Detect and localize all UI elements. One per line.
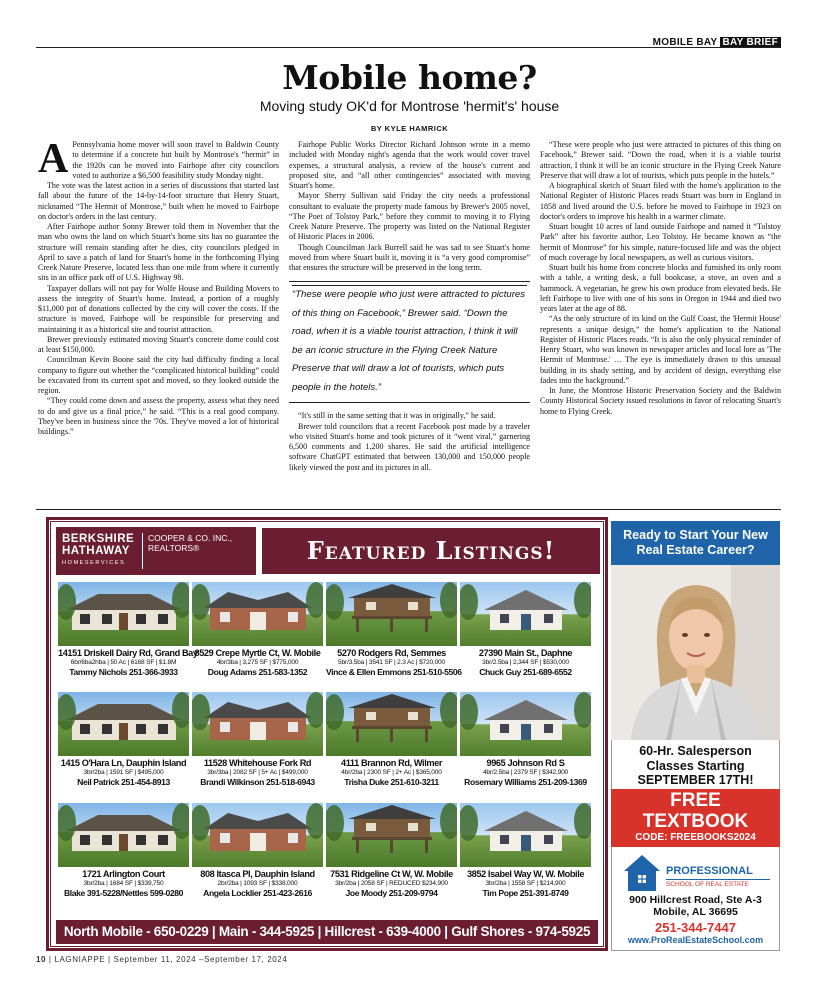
article-paragraph: After Fairhope author Sonny Brewer told them in November that the man who owns the land on which Stuart's home sits has no guarantee the structure will remain standing after he dies, city councilors pledged in April to save a patch of land for Stuart's home in the forthcoming Flying Creek Nature Preserve, located less than one mile from where it currently sits in an office park off of U.S. Highway 98. [38, 222, 279, 283]
listing-address: 11528 Whitehouse Fork Rd [203, 758, 312, 768]
listing-card[interactable] [460, 582, 591, 677]
listing-address: 1415 O'Hara Ln, Dauphin Island [60, 758, 187, 768]
listing-address: 808 Itasca Pl, Dauphin Island [200, 869, 315, 879]
logo-line: HOMESERVICES [62, 560, 126, 566]
article-paragraph: “These were people who just were attracted to pictures of this thing on Facebook,” Brewer said. “Down the road, when it is a viable tourist attraction, I think it will be an iconic structure in the Flying Creek Nature Preserve that will draw a lot of tourists, which puts people in the hotels.” [540, 140, 781, 180]
listing-agent: Brandi Wilkinson 251-518-6943 [200, 777, 315, 787]
free-textbook-offer [611, 789, 780, 847]
article-paragraph: Brewer previously estimated moving Stuart's concrete dome could cost at least $150,000. [38, 334, 279, 354]
article-paragraph: A biographical sketch of Stuart filed with the home's application to the National Register of Historic Places reads Stuart was born in England in 1858 and lived around the U.S. before he moved to Fairhope in 1923 on doctor's orders to improve his health in a warmer climate. [540, 181, 781, 221]
article-paragraph: Mayor Sherry Sullivan said Friday the city needs a professional consultant to evaluate the property made famous by Brewer's 2005 novel, “The Poet of Tolstoy Park,” before they commit to moving it to Flying Creek Nature Preserve. The property was listed on the National Register of Historic Places in 2006. [289, 191, 530, 242]
listing-card[interactable] [460, 803, 591, 898]
article-paragraph: “They could come down and assess the property, assess what they need to do and give us a final price,” he said. “This is a real good company. They've been in business since the '70s. They've moved a lot of historical buildings.” [38, 396, 279, 436]
listing-address: 9965 Johnson Rd S [486, 758, 565, 768]
page-footer: 10 | LAGNIAPPE | September 11, 2024 –September 17, 2024 [36, 955, 288, 964]
listing-agent: Neil Patrick 251-454-8913 [77, 777, 170, 787]
listing-card[interactable] [58, 803, 189, 898]
listing-agent: Vince & Ellen Emmons 251-510-5506 [326, 667, 462, 677]
listing-agent: Doug Adams 251-583-1352 [207, 667, 308, 677]
course-line: SEPTEMBER 17TH! [637, 773, 754, 787]
article-paragraph: Though Councilman Jack Burrell said he was sad to see Stuart's home moved from where Stuart built it, moving it is “a very good compromise” that ensures the structure will be preserved in the long term. [289, 242, 530, 272]
header-rule [36, 47, 781, 48]
story-divider [36, 509, 781, 510]
listing-photo [192, 692, 323, 756]
article-column-2 [289, 140, 530, 473]
pull-quote: “These were people who just were attracted to pictures of this thing on Facebook,” Brewer said. “Down the road, when it is a viable tourist attraction, I think it will be an iconic structure in the Flying Creek Nature Preserve that will draw a lot of tourists, which puts people in the hotels.” [289, 281, 530, 403]
portrait-illustration [611, 565, 780, 740]
listing-card[interactable] [192, 692, 323, 787]
article-paragraph: A Pennsylvania home mover will soon travel to Baldwin County to determine if a concrete hut built by Montrose's “hermit” in the 1920s can be moved into Fairhope after city councilors voted to authorize a $6,500 feasibility study Monday night. [38, 136, 279, 182]
listing-address: 8529 Crepe Myrtle Ct, W. Mobile [194, 648, 321, 658]
article-paragraph: Councilman Kevin Boone said the city had difficulty finding a local company to figure out whether the “complicated historical building” could be excavated from its current spot and moved, so they looked outside the region. [38, 355, 279, 395]
listing-address: 1721 Arlington Court [82, 869, 165, 879]
listing-photo [192, 582, 323, 646]
logo-divider [142, 533, 143, 569]
listing-address: 7531 Ridgeline Ct W, W. Mobile [330, 869, 453, 879]
article-paragraph: In June, the Montrose Historic Preservation Society and the Baldwin County Historical Society issued resolutions in favor of relocating Stuart's home to Flying Creek. [540, 386, 781, 416]
school-ad-headline [611, 521, 780, 565]
listing-agent: Tammy Nichols 251-366-3933 [69, 667, 178, 677]
article-paragraph: Stuart built his home from concrete blocks and furnished its only room with a table, a writing desk, a full bookcase, a stove, an oven and a hammock. A vegetarian, he grew his own produce from elevated beds. He left Fairhope to live with one of his sons in Oregon in 1944 and died two years later at the age of 88. [540, 263, 781, 313]
listing-photo [326, 582, 457, 646]
drop-cap: A [38, 136, 69, 182]
logo-subtitle: SCHOOL OF REAL ESTATE [666, 879, 770, 888]
article-paragraph: “As the only structure of its kind on the Gulf Coast, the 'Hermit House' represents a unique design,” the home's application to the National Register of Historic Places reads. “It is also the only physical reminder of Henry Stuart, who was known in newspaper articles and local lore as 'The Hermit of Montrose.' … The eye is immediately drawn to this unusual building in its shady setting, and by accident of design, everything else fades into the background.” [540, 314, 781, 385]
listing-card[interactable] [460, 692, 591, 787]
listing-agent: Chuck Guy 251-689-6552 [479, 667, 572, 677]
listing-photo [460, 803, 591, 867]
logo-name: PROFESSIONAL [666, 865, 753, 877]
promo-code: CODE: FREEBOOKS2024 [635, 832, 756, 843]
listing-address: 14151 Driskell Dairy Rd, Grand Bay [58, 648, 198, 658]
listing-card[interactable] [192, 582, 323, 677]
course-line: 60-Hr. Salesperson [639, 744, 752, 758]
listing-specs: 3br/2ba | 1558 SF | $214,900 [485, 880, 566, 887]
listing-agent: Angela Locklier 251-423-2616 [203, 888, 312, 898]
listing-specs: 4br/2.5ba | 2379 SF | $342,900 [482, 769, 569, 776]
article-paragraph: The vote was the latest action in a series of discussions that started last fall about the future of the 14-by-14-foot structure that Henry Stuart, nicknamed “The Hermit of Montrose,” built when he moved to Fairhope on doctor's orders in the last century. [38, 181, 279, 221]
listing-specs: 2br/2ba | 1093 SF | $338,000 [217, 880, 298, 887]
listing-photo [460, 692, 591, 756]
listing-specs: 5br/3.5ba | 3541 SF | 2.3 Ac | $720,000 [338, 659, 445, 666]
listing-photo [192, 803, 323, 867]
listing-specs: 3br/2ba | 1684 SF | $339,750 [83, 880, 164, 887]
listing-agent: Joe Moody 251-209-9794 [345, 888, 438, 898]
listing-photo [58, 692, 189, 756]
offer-line: FREE [670, 790, 721, 811]
issue-dates: September 11, 2024 –September 17, 2024 [113, 955, 288, 964]
featured-listings-banner: Featured Listings! [262, 528, 600, 574]
article-column-1 [38, 136, 279, 437]
listing-card[interactable] [326, 582, 462, 677]
listing-photo [326, 692, 457, 756]
headline-line: Real Estate Career? [636, 542, 755, 557]
school-url-link[interactable]: www.ProRealEstateSchool.com [627, 935, 764, 945]
article-subhead: Moving study OK'd for Montrose 'hermit's' house [259, 98, 560, 114]
listing-agent: Tim Pope 251-391-8749 [482, 888, 569, 898]
listing-specs: 6br/6ba2hba | 50 Ac | 6168 SF | $1.8M [70, 659, 177, 666]
listing-address: 4111 Brannon Rd, Wilmer [341, 758, 442, 768]
agent-portrait [611, 565, 780, 740]
listing-specs: 3br/2ba | 2058 SF | REDUCED $234,900 [335, 880, 448, 887]
publication-name: LAGNIAPPE [54, 955, 106, 964]
section-label-right: BAY BRIEF [720, 37, 782, 48]
logo-line: BERKSHIRE [62, 533, 135, 545]
listing-agent: Trisha Duke 251-610-3211 [344, 777, 439, 787]
listing-address: 3852 Isabel Way W, W. Mobile [466, 869, 585, 879]
listing-agent: Rosemary Williams 251-209-1369 [464, 777, 587, 787]
article-column-3 [540, 140, 781, 417]
offer-line: TEXTBOOK [642, 811, 749, 832]
course-line: Classes Starting [646, 758, 745, 773]
logo-partner: COOPER & CO. INC., [148, 533, 233, 543]
listing-specs: 3br/2ba | 1591 SF | $495,000 [83, 769, 164, 776]
logo-line: HATHAWAY [62, 545, 130, 557]
course-info [611, 744, 780, 788]
listing-photo [460, 582, 591, 646]
listing-address: 27390 Main St., Daphne [478, 648, 573, 658]
listing-specs: 4br/2ba | 2300 SF | 2+ Ac | $365,000 [341, 769, 442, 776]
listing-card[interactable] [58, 582, 198, 677]
listing-card[interactable] [58, 692, 189, 787]
address-line: Mobile, AL 36695 [653, 906, 738, 918]
article-paragraph: Brewer told councilors that a recent Facebook post made by a traveler who visited Stuart's home and took pictures of it “went viral,” garnering 6,500 comments and 1,200 shares. He said the artificial intelligence software ChatGPT estimated that between 130,000 and 150,000 people likely viewed the post and its pictures in all. [289, 421, 530, 472]
listing-card[interactable] [326, 803, 457, 898]
listing-card[interactable] [192, 803, 323, 898]
listing-photo [58, 582, 189, 646]
office-phone-bar: North Mobile - 650-0229 | Main - 344-5925 | Hillcrest - 639-4000 | Gulf Shores - 974-5925 [56, 920, 598, 944]
section-label-left: MOBILE BAY [652, 37, 718, 48]
logo-partner: REALTORS® [148, 543, 200, 553]
listing-photo [326, 803, 457, 867]
listing-specs: 4br/3ba | 3,275 SF | $775,000 [216, 659, 299, 666]
school-phone[interactable]: 251-344-7447 [655, 920, 736, 935]
article-paragraph: Taxpayer dollars will not pay for Wolfe House and Building Movers to assess the integrity of Stuart's home. Instead, a portion of a roughly $11,000 pot of donations collected by the city will cover the costs. If the structure is moved, Fairhope will be responsible for preserving and maintaining it as a historical site and tourist attraction. [38, 283, 279, 334]
page-number: 10 [36, 955, 47, 964]
article-paragraph: Stuart bought 10 acres of land outside Fairhope and named it “Tolstoy Park” after his favorite author, Leo Tolstoy. He became known as “the hermit of Montrose” for his simple, nature-focused life and was the object of much coverage by local newspapers, as well as curious visitors. [540, 222, 781, 262]
listing-specs: 3br/3ba | 2082 SF | 5+ Ac | $499,000 [207, 769, 308, 776]
article-paragraph: “It's still in the same setting that it was in originally,” he said. [298, 411, 496, 421]
article-headline: Mobile home? [282, 58, 537, 97]
professional-school-logo [620, 851, 774, 895]
listing-agent: Blake 391-5228/Nettles 599-0280 [64, 888, 183, 898]
address-line: 900 Hillcrest Road, Ste A-3 [629, 894, 762, 906]
berkshire-hathaway-logo [56, 527, 256, 575]
listing-specs: 3br/2.5ba | 2,344 SF | $530,000 [482, 659, 569, 666]
listing-address: 5270 Rodgers Rd, Semmes [337, 648, 446, 658]
headline-line: Ready to Start Your New [623, 528, 768, 542]
school-address [611, 894, 780, 918]
listing-card[interactable] [326, 692, 457, 787]
article-byline: BY KYLE HAMRICK [370, 124, 449, 133]
listing-photo [58, 803, 189, 867]
article-paragraph: Fairhope Public Works Director Richard Johnson wrote in a memo included with Monday night's agenda that the work would cover travel expenses, a structural analysis, a review of the house's current and proposed site, and “all other contingencies” associated with moving Stuart's home. [289, 140, 530, 190]
